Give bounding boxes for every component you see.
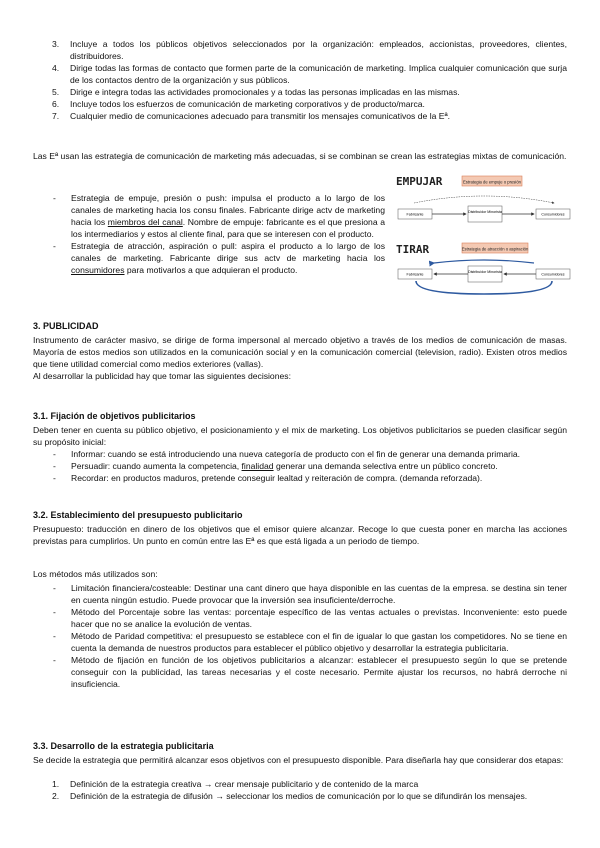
pull-distributor-box bbox=[468, 266, 502, 282]
s32-intro: Presupuesto: traducción en dinero de los objetivos que el emisor quiere alcanzar. Recoge lo que cuesta poner en marcha las acciones previstas para cumplirlos. Un punto en común entre las Eª es que está ligada a un periodo de tiempo. bbox=[33, 524, 567, 546]
list-item: - Método de Paridad competitiva: el presupuesto se establece con el fin de igualar lo que gastan los competidores. No se tiene en cuenta la demanda de nuestros productos para establecer el público objetivo y desarrollar la estrategia publicitaria. bbox=[53, 631, 567, 653]
push-manufacturer-label: Fabricante bbox=[406, 212, 424, 217]
s32-methods-intro: Los métodos más utilizados son: bbox=[33, 569, 158, 579]
list-item: 2. Definición de la estrategia de difusión → seleccionar los medios de comunicación por lo que se difundirán los mensajes. bbox=[52, 791, 528, 801]
pull-strategy-item: - Estrategia de atracción, aspiración o pull: aspira el producto a lo largo de los canales de marketing. Fabricante dirige sus actv de marketing hacia los consumidores para motivarlos a que adquieran el producto. bbox=[53, 241, 385, 275]
list-item: 6. Incluye todos los esfuerzos de comunicación de marketing corporativos y de producto/marca. bbox=[52, 99, 425, 109]
push-strategy-item: - Estrategia de empuje, presión o push: impulsa el producto a lo largo de los canales de marketing hacia los consu finales. Fabricante dirige actv de marketing hacia los miembros del canal. Nombre de empuje: fabricante es el que presiona a los intermediarios y estos al cliente final, para que se interesen con el producto. bbox=[53, 193, 386, 239]
pull-bottom-curve bbox=[416, 281, 552, 294]
push-word: EMPUJAR bbox=[396, 175, 443, 188]
list-item: - Método de fijación en función de los objetivos publicitarios a alcanzar: establecer el presupuesto según lo que se pretende conseguir con la publicidad, las tareas necesarias y el coste necesario. Permite ajustar los recursos, no habrá derroche ni insuficiencia. bbox=[53, 655, 567, 689]
pull-top-curve bbox=[434, 260, 534, 263]
push-distributor-box bbox=[468, 206, 502, 222]
mixed-strategies-paragraph: Las Eª usan las estrategia de comunicación de marketing más adecuadas, si se combinan se crean las estrategias mixtas de comunicación. bbox=[33, 151, 567, 161]
push-top-curve bbox=[414, 196, 554, 203]
intro-list bbox=[33, 38, 567, 122]
pull-title: Estrategia de atracción o aspiración bbox=[461, 246, 529, 252]
strategies-list bbox=[33, 192, 385, 276]
pull-distributor-label: Distribuidor Minorista bbox=[468, 270, 502, 274]
publicidad-decisions-paragraph: Al desarrollar la publicidad hay que tomar las siguientes decisiones: bbox=[33, 371, 291, 381]
section-heading-publicidad: 3. PUBLICIDAD bbox=[33, 321, 99, 331]
list-item: 1. Definición de la estrategia creativa → crear mensaje publicitario y de contenido de la marca bbox=[52, 779, 419, 789]
section-heading-3-1: 3.1. Fijación de objetivos publicitarios bbox=[33, 411, 196, 421]
push-title: Estrategia de empuje o presión bbox=[463, 179, 521, 185]
push-pull-diagram bbox=[394, 173, 574, 297]
push-distributor-label: Distribuidor Minorista bbox=[468, 210, 502, 214]
list-item: - Recordar: en productos maduros, pretende conseguir lealtad y reiteración de compra. (demanda reforzada). bbox=[53, 473, 483, 483]
s31-objectives-list bbox=[33, 448, 567, 484]
list-item: - Limitación financiera/costeable: Destinar una cant dinero que haya disponible en las cuentas de la empresa. se destina sin tener en cuenta ningún estudio. Puede provocar que la inversión sea insuficiente/derroche. bbox=[53, 583, 567, 605]
list-item: - Informar: cuando se está introduciendo una nueva categoría de producto con el fin de generar una demanda primaria. bbox=[53, 449, 521, 459]
push-consumers-label: Consumidores bbox=[541, 212, 565, 217]
list-item: - Persuadir: cuando aumenta la competencia, finalidad generar una demanda selectiva entre un público concreto. bbox=[53, 461, 498, 471]
list-item: 7. Cualquier medio de comunicaciones adecuado para transmitir los mensajes comunicativos de la Eª. bbox=[52, 111, 451, 121]
list-item: 5. Dirige e integra todas las actividades promocionales y a todas las personas implicadas en las mismas. bbox=[52, 87, 460, 97]
s31-intro: Deben tener en cuenta su público objetivo, el posicionamiento y el mix de marketing. Los objetivos publicitarios se pueden clasificar según su propósito inicial: bbox=[33, 425, 567, 447]
list-item: - Método del Porcentaje sobre las ventas: porcentaje específico de las ventas actuales o previstas. Inconveniente: esto puede hacer que no se analice la evolución de ventas. bbox=[53, 607, 567, 629]
pull-word: TIRAR bbox=[396, 243, 430, 256]
pull-consumers-label: Consumidores bbox=[541, 272, 565, 277]
list-item: 4. Dirige todas las formas de contacto que formen parte de la comunicación de marketing. Implica cualquier comunicación que surja de los contactos dentro de la organización y sus públicos. bbox=[52, 63, 567, 85]
pull-manufacturer-label: Fabricante bbox=[406, 272, 424, 277]
s33-intro: Se decide la estrategia que permitirá alcanzar esos objetivos con el presupuesto disponible. Para diseñarla hay que considerar dos etapas: bbox=[33, 755, 564, 765]
list-item: 3. Incluye a todos los públicos objetivos seleccionados por la organización: empleados, accionistas, proveedores, clientes, distribuidores. bbox=[52, 39, 567, 61]
section-heading-3-3: 3.3. Desarrollo de la estrategia publicitaria bbox=[33, 741, 214, 751]
s32-methods-list bbox=[33, 582, 567, 690]
s33-steps-list bbox=[33, 778, 567, 802]
section-heading-3-2: 3.2. Establecimiento del presupuesto publicitario bbox=[33, 510, 243, 520]
publicidad-paragraph: Instrumento de carácter masivo, se dirige de forma impersonal al mercado objetivo a través de los medios de comunicación de masas. Mayoría de estos medios son utilizados en la comunicación social y en la comunicación comercial (television, radio). Existen otros medios que tiene utilidad comercial como medios exteriores (vallas). bbox=[33, 335, 567, 369]
